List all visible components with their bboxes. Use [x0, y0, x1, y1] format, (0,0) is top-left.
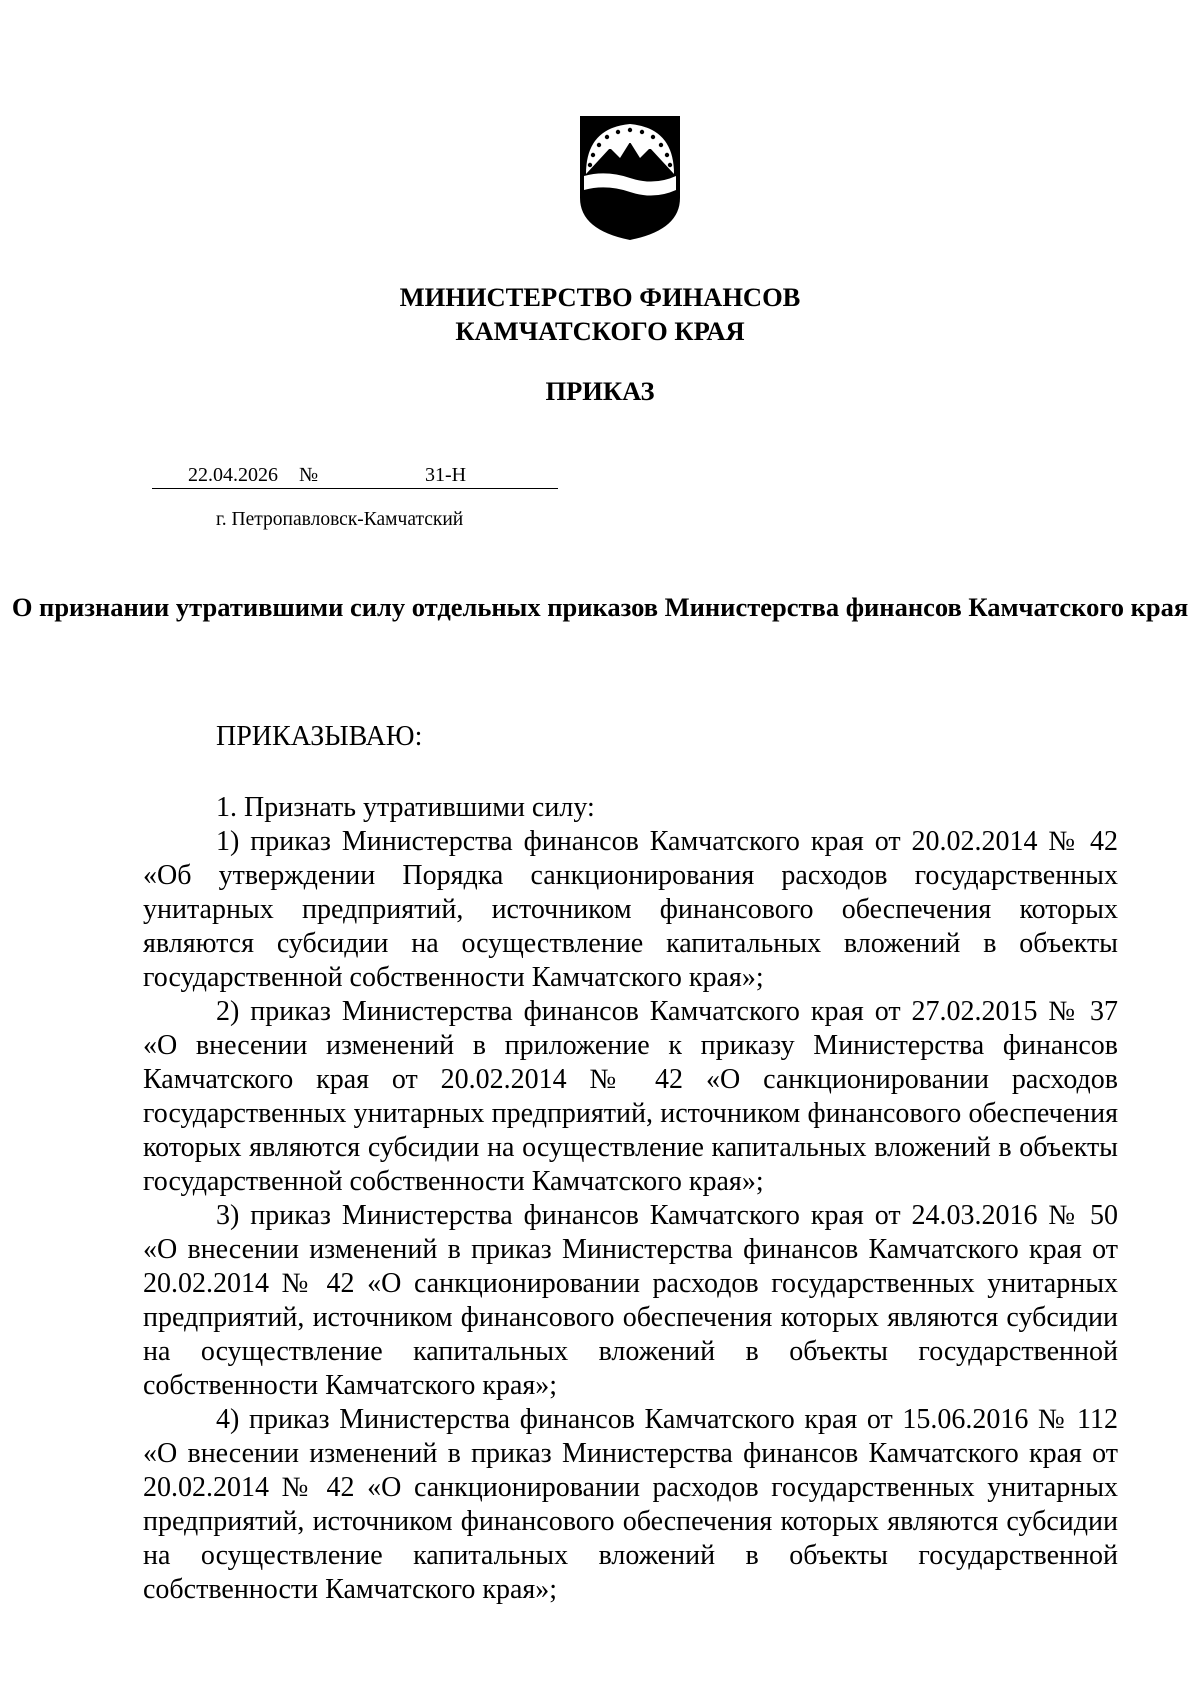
kamchatka-coat-of-arms-icon [576, 114, 684, 242]
paragraph: 1) приказ Министерства финансов Камчатского края от 20.02.2014 № 42 «Об утверждении Порядка санкционирования расходов государственных унитарных предприятий, источником финансового обеспечения которых являются субсидии на осуществление капитальных вложений в объекты государственной собственности Камчатского края»; [143, 826, 1118, 993]
paragraph: 4) приказ Министерства финансов Камчатского края от 15.06.2016 № 112 «О внесении изменений в приказ Министерства финансов Камчатского края от 20.02.2014 № 42 «О санкционировании расходов государственных унитарных предприятий, источником финансового обеспечения которых являются субсидии на осуществление капитальных вложений в объекты государственной собственности Камчатского края»; [143, 1404, 1118, 1605]
organization-name-line2: КАМЧАТСКОГО КРАЯ [455, 316, 745, 346]
document-type: ПРИКАЗ [545, 376, 655, 406]
document-title [0, 590, 1200, 624]
document-body [143, 791, 1118, 1607]
paragraph: 2) приказ Министерства финансов Камчатского края от 27.02.2015 № 37 «О внесении изменений в приложение к приказу Министерства финансов Камчатского края от 20.02.2014 № 42 «О санкционировании расходов государственных унитарных предприятий, источником финансового обеспечения которых являются субсидии на осуществление капитальных вложений в объекты государственной собственности Камчатского края»; [143, 996, 1118, 1197]
order-word: ПРИКАЗЫВАЮ: [216, 721, 423, 752]
paragraph: 1. Признать утратившими силу: [216, 792, 595, 823]
organization-name-line1: МИНИСТЕРСТВО ФИНАНСОВ [399, 282, 801, 312]
document-number: 31-Н [329, 462, 558, 489]
document-title-text: О признании утратившими силу отдельных приказов Министерства финансов Камчатского края [11, 592, 1189, 622]
city: г. Петропавловск-Камчатский [216, 509, 464, 530]
document-date: 22.04.2026 [152, 462, 299, 489]
number-sign: № [299, 462, 329, 489]
paragraph: 3) приказ Министерства финансов Камчатского края от 24.03.2016 № 50 «О внесении изменений в приказ Министерства финансов Камчатского края от 20.02.2014 № 42 «О санкционировании расходов государственных унитарных предприятий, источником финансового обеспечения которых являются субсидии на осуществление капитальных вложений в объекты государственной собственности Камчатского края»; [143, 1200, 1118, 1401]
